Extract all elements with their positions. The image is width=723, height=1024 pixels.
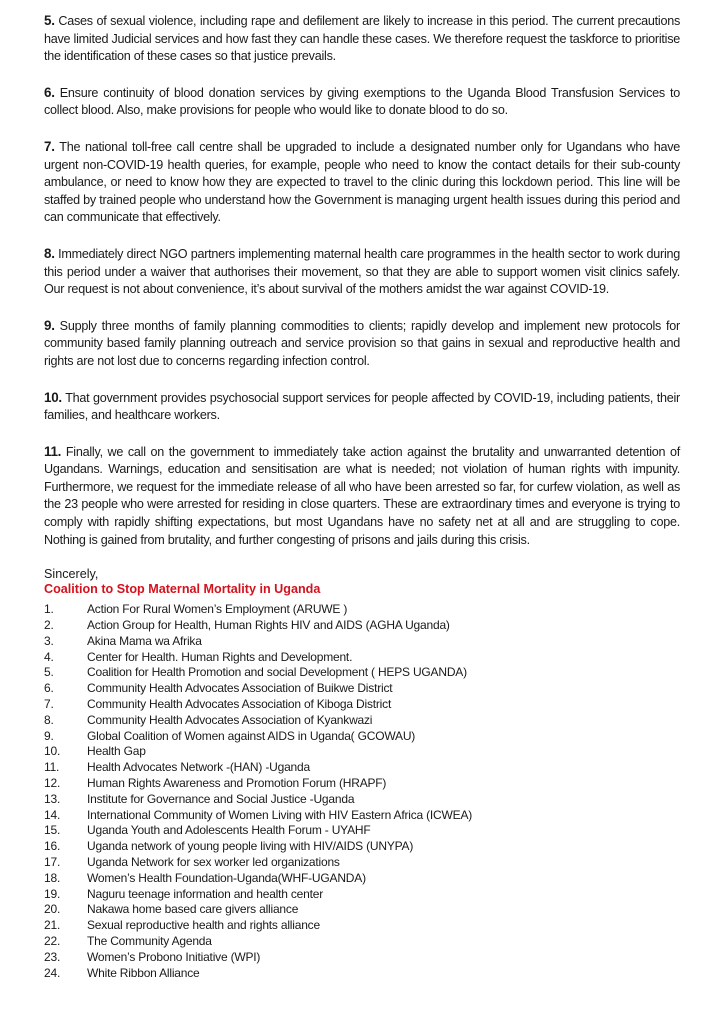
member-number: 6.	[44, 681, 54, 696]
member-list	[44, 602, 680, 981]
member-item	[44, 744, 680, 760]
member-name: Global Coalition of Women against AIDS in Uganda( GCOWAU)	[87, 728, 416, 743]
demand-paragraph	[44, 317, 680, 371]
member-number: 23.	[44, 949, 61, 964]
member-number: 7.	[44, 697, 54, 712]
member-number: 3.	[44, 633, 54, 648]
member-item	[44, 713, 680, 729]
member-item	[44, 760, 680, 776]
member-number: 21.	[44, 918, 61, 933]
member-number: 19.	[44, 886, 61, 901]
member-item	[44, 918, 680, 934]
member-item	[44, 665, 680, 681]
member-item	[44, 681, 680, 697]
member-name: Sexual reproductive health and rights alliance	[87, 918, 320, 933]
member-name: Institute for Governance and Social Justice -Uganda	[87, 791, 355, 806]
member-item	[44, 887, 680, 903]
member-name: Uganda network of young people living with HIV/AIDS (UNYPA)	[87, 839, 414, 854]
member-item	[44, 697, 680, 713]
member-item	[44, 792, 680, 808]
member-name: Community Health Advocates Association of Kiboga District	[87, 697, 392, 712]
member-item	[44, 855, 680, 871]
member-number: 1.	[44, 602, 54, 617]
member-number: 8.	[44, 712, 54, 727]
paragraph-number: 8.	[44, 245, 55, 261]
paragraph-text: Supply three months of family planning commodities to clients; rapidly develop and implement new protocols for community based family planning outreach and service provision so that gains in sexual and reproductive health and rights are not lost due to concerns regarding infection control.	[44, 318, 680, 368]
closing-salutation: Sincerely,	[44, 567, 99, 582]
member-number: 4.	[44, 649, 54, 664]
member-item	[44, 823, 680, 839]
member-name: Health Gap	[87, 744, 146, 759]
member-name: Action For Rural Women’s Employment (ARUWE )	[87, 602, 348, 617]
member-number: 16.	[44, 839, 61, 854]
organization-name: Coalition to Stop Maternal Mortality in Uganda	[44, 582, 321, 597]
member-item	[44, 966, 680, 982]
member-name: International Community of Women Living with HIV Eastern Africa (ICWEA)	[87, 807, 473, 822]
paragraph-number: 5.	[44, 13, 55, 28]
demand-paragraph	[44, 389, 680, 425]
member-number: 9.	[44, 728, 54, 743]
demand-paragraph	[44, 12, 680, 66]
member-number: 2.	[44, 618, 54, 633]
member-number: 5.	[44, 665, 54, 680]
member-number: 24.	[44, 965, 61, 980]
demand-paragraph	[44, 245, 680, 299]
member-name: Uganda Youth and Adolescents Health Forum - UYAHF	[87, 823, 371, 838]
member-number: 12.	[44, 776, 61, 791]
letter-page	[44, 12, 680, 981]
paragraph-text: Immediately direct NGO partners implementing maternal health care programmes in the health sector to work during this period under a waiver that authorises their movement, so that they are able to support women visit clinics safely. Our request is not about convenience, it’s about survival of the mothers amidst the war against COVID-19.	[44, 246, 681, 297]
demand-paragraph	[44, 138, 680, 227]
member-name: Community Health Advocates Association of Buikwe District	[87, 681, 393, 696]
member-name: Women’s Health Foundation-Uganda(WHF-UGANDA)	[87, 870, 366, 885]
paragraph-text: The national toll-free call centre shall be upgraded to include a designated number only for Ugandans who have urgent non-COVID-19 health queries, for example, people who need to know the contact details for their sub-county ambulance, or need to know how they are expected to travel to the clinic during this lockdown period. This line will be staffed by trained people who understand how the Government is managing urgent health issues during this period and can communicate that effectively.	[44, 139, 681, 225]
member-name: Coalition for Health Promotion and social Development ( HEPS UGANDA)	[87, 665, 467, 680]
member-item	[44, 776, 680, 792]
member-item	[44, 602, 680, 618]
member-name: Nakawa home based care givers alliance	[87, 902, 299, 917]
member-name: Uganda Network for sex worker led organizations	[87, 855, 340, 869]
member-item	[44, 729, 680, 745]
member-name: The Community Agenda	[87, 933, 212, 948]
demands-section	[44, 12, 680, 549]
member-item	[44, 839, 680, 855]
member-name: Human Rights Awareness and Promotion Forum (HRAPF)	[87, 776, 387, 791]
member-name: Center for Health. Human Rights and Development.	[87, 649, 353, 664]
paragraph-number: 6.	[44, 84, 55, 100]
member-number: 14.	[44, 807, 61, 822]
paragraph-number: 9.	[44, 317, 55, 333]
member-item	[44, 902, 680, 918]
member-number: 10.	[44, 744, 61, 759]
member-number: 17.	[44, 855, 61, 869]
member-name: Naguru teenage information and health center	[87, 886, 324, 901]
member-number: 20.	[44, 902, 61, 917]
member-name: White Ribbon Alliance	[87, 965, 200, 980]
paragraph-number: 11.	[44, 443, 62, 459]
member-name: Community Health Advocates Association of Kyankwazi	[87, 712, 373, 727]
paragraph-number: 7.	[44, 138, 55, 154]
member-number: 15.	[44, 823, 61, 838]
paragraph-text: That government provides psychosocial support services for people affected by COVID-19, including patients, their families, and healthcare workers.	[44, 390, 680, 423]
member-item	[44, 634, 680, 650]
member-name: Women’s Probono Initiative (WPI)	[87, 949, 261, 964]
member-item	[44, 934, 680, 950]
member-name: Action Group for Health, Human Rights HIV and AIDS (AGHA Uganda)	[87, 618, 450, 633]
member-item	[44, 808, 680, 824]
member-name: Health Advocates Network -(HAN) -Uganda	[87, 760, 310, 775]
member-number: 22.	[44, 933, 61, 948]
member-number: 18.	[44, 870, 61, 885]
demand-paragraph	[44, 84, 680, 120]
member-item	[44, 618, 680, 634]
member-item	[44, 950, 680, 966]
paragraph-text: Ensure continuity of blood donation services by giving exemptions to the Uganda Blood Transfusion Services to collect blood. Also, make provisions for people who would like to donate blood to do so.	[44, 85, 681, 118]
paragraph-number: 10.	[44, 389, 62, 405]
member-item	[44, 650, 680, 666]
member-name: Akina Mama wa Afrika	[87, 633, 202, 648]
member-item	[44, 871, 680, 887]
paragraph-text: Finally, we call on the government to immediately take action against the brutality and unwarranted detention of Ugandans. Warnings, education and sensitisation are what is needed; not violation of human rights with impunity. Furthermore, we request for the immediate release of all who have been arrested so far, for curfew violation, as well as the 23 people who were arrested for residing in close quarters. These are extraordinary times and everyone is trying to comply with rapidly shifting expectations, but most Ugandans have no safety net at all and are struggling to cope. Nothing is gained from brutality, and further congesting of prisons and jails during this crisis.	[44, 444, 680, 547]
member-number: 11.	[44, 760, 60, 775]
member-number: 13.	[44, 791, 61, 806]
demand-paragraph	[44, 443, 680, 550]
paragraph-text: Cases of sexual violence, including rape and defilement are likely to increase in this period. The current precautions have limited Judicial services and how fast they can handle these cases. We therefore request the taskforce to prioritise the identification of these cases so that justice prevails.	[44, 14, 680, 64]
